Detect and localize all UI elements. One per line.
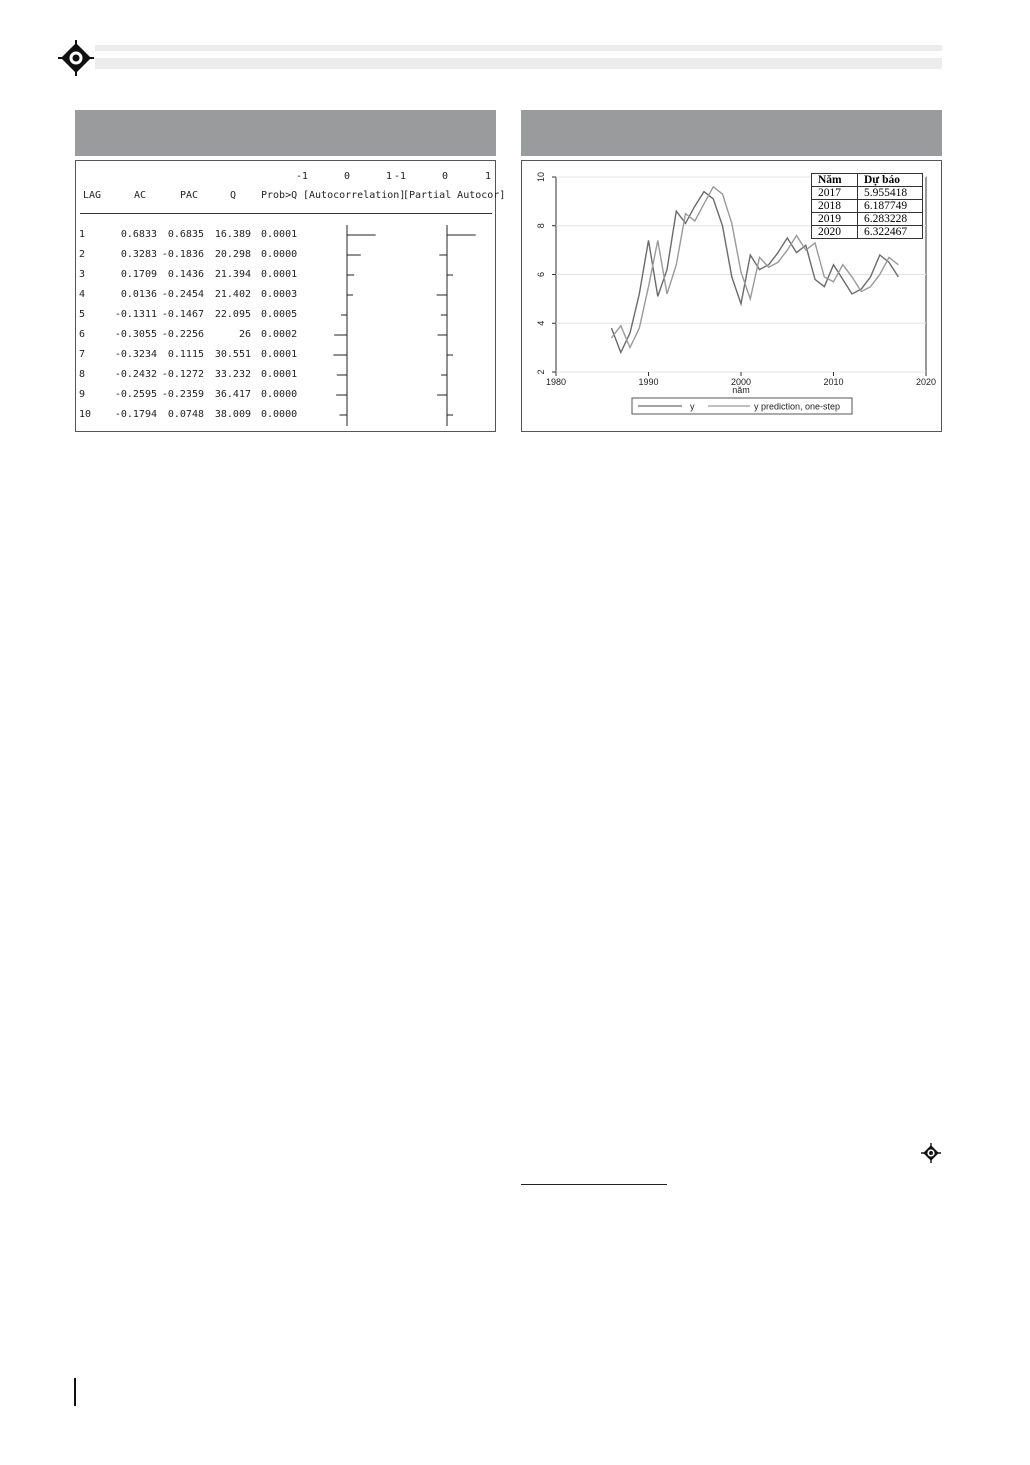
legend-label-prediction: y prediction, one-step xyxy=(754,401,841,412)
row-prob: 0.0000 xyxy=(261,409,298,420)
row-pac: 0.0748 xyxy=(167,409,204,420)
x-tick-label: 2020 xyxy=(915,377,937,387)
col-header-pac: PAC xyxy=(179,190,198,201)
row-ac: 0.1709 xyxy=(120,269,157,280)
chart-panel xyxy=(521,160,942,432)
row-lag: 10 xyxy=(79,409,92,420)
row-pac: -0.1467 xyxy=(161,309,204,320)
row-q: 21.394 xyxy=(214,269,251,280)
y-tick-label: 2 xyxy=(536,369,546,375)
row-q: 36.417 xyxy=(214,389,251,400)
acf-bar-plot xyxy=(76,161,495,431)
forecast-row xyxy=(812,226,923,239)
row-ac: -0.3234 xyxy=(114,349,157,360)
compass-logo-icon xyxy=(58,40,94,76)
col-header-q: Q xyxy=(229,190,236,201)
row-pac: 0.1115 xyxy=(167,349,204,360)
row-pac: -0.2256 xyxy=(161,329,204,340)
forecast-row xyxy=(812,200,923,213)
compass-small-icon xyxy=(921,1143,941,1163)
forecast-year: 2017 xyxy=(812,187,858,200)
row-q: 33.232 xyxy=(214,369,251,380)
acf-panel-header xyxy=(75,110,496,156)
col-header-prob: Prob>Q xyxy=(261,190,298,201)
x-tick-label: 2000 xyxy=(730,377,752,387)
row-prob: 0.0000 xyxy=(261,249,298,260)
forecast-row xyxy=(812,187,923,200)
row-ac: -0.1311 xyxy=(114,309,157,320)
acf-axis-ac-right: 1 xyxy=(386,171,393,182)
forecast-header-value: Dự báo xyxy=(858,174,923,187)
x-axis-label: năm xyxy=(732,385,750,395)
row-pac: -0.1272 xyxy=(161,369,204,380)
forecast-value: 6.187749 xyxy=(858,200,923,213)
row-ac: -0.1794 xyxy=(114,409,157,420)
y-tick-label: 4 xyxy=(536,320,546,326)
col-header-autocorrelation: [Autocorrelation] xyxy=(303,190,406,201)
forecast-year: 2019 xyxy=(812,213,858,226)
forecast-year: 2018 xyxy=(812,200,858,213)
acf-axis-pac-right: 1 xyxy=(485,171,492,182)
acf-panel xyxy=(75,160,506,432)
row-pac: -0.1836 xyxy=(161,249,204,260)
row-q: 22.095 xyxy=(214,309,251,320)
row-lag: 7 xyxy=(79,349,86,360)
forecast-row xyxy=(812,213,923,226)
row-ac: -0.2595 xyxy=(114,389,157,400)
forecast-value: 6.322467 xyxy=(858,226,923,239)
header-bar-top xyxy=(95,45,942,51)
forecast-header-year: Năm xyxy=(812,174,858,187)
margin-rule xyxy=(74,1378,76,1406)
row-ac: 0.3283 xyxy=(120,249,157,260)
row-prob: 0.0005 xyxy=(261,309,298,320)
row-prob: 0.0001 xyxy=(261,269,298,280)
row-lag: 9 xyxy=(79,389,86,400)
row-pac: -0.2454 xyxy=(161,289,204,300)
row-lag: 6 xyxy=(79,329,86,340)
row-ac: 0.0136 xyxy=(120,289,157,300)
row-q: 20.298 xyxy=(214,249,251,260)
row-pac: 0.6835 xyxy=(167,229,204,240)
row-q: 21.402 xyxy=(214,289,251,300)
acf-axis-ac-mid: 0 xyxy=(344,171,351,182)
row-prob: 0.0000 xyxy=(261,389,298,400)
forecast-year: 2020 xyxy=(812,226,858,239)
row-prob: 0.0001 xyxy=(261,349,298,360)
forecast-value: 6.283228 xyxy=(858,213,923,226)
footnote-rule xyxy=(521,1184,667,1185)
row-ac: 0.6833 xyxy=(120,229,157,240)
row-lag: 5 xyxy=(79,309,86,320)
acf-axis-pac-mid: 0 xyxy=(442,171,449,182)
x-tick-label: 1990 xyxy=(638,377,659,387)
x-tick-label: 2010 xyxy=(823,377,844,387)
row-pac: -0.2359 xyxy=(161,389,204,400)
row-prob: 0.0001 xyxy=(261,369,298,380)
acf-axis-pac-left: -1 xyxy=(394,171,407,182)
row-q: 26 xyxy=(238,329,251,340)
row-q: 16.389 xyxy=(214,229,251,240)
y-tick-label: 10 xyxy=(536,171,546,183)
row-lag: 8 xyxy=(79,369,86,380)
row-ac: -0.2432 xyxy=(114,369,157,380)
forecast-table-header xyxy=(812,174,923,187)
row-lag: 1 xyxy=(79,229,86,240)
row-prob: 0.0002 xyxy=(261,329,298,340)
row-lag: 4 xyxy=(79,289,86,300)
row-prob: 0.0001 xyxy=(261,229,298,240)
col-header-partial-autocor: [Partial Autocor] xyxy=(403,190,506,201)
row-pac: 0.1436 xyxy=(167,269,204,280)
row-ac: -0.3055 xyxy=(114,329,157,340)
row-prob: 0.0003 xyxy=(261,289,298,300)
y-tick-label: 6 xyxy=(536,271,546,278)
row-q: 30.551 xyxy=(214,349,251,360)
row-lag: 3 xyxy=(79,269,86,280)
row-q: 38.009 xyxy=(214,409,251,420)
y-tick-label: 8 xyxy=(536,223,546,229)
row-lag: 2 xyxy=(79,249,86,260)
col-header-lag: LAG xyxy=(83,190,102,201)
acf-axis-ac-left: -1 xyxy=(296,171,309,182)
col-header-ac: AC xyxy=(133,190,146,201)
forecast-table xyxy=(811,173,923,239)
forecast-value: 5.955418 xyxy=(858,187,923,200)
x-tick-label: 1980 xyxy=(545,377,567,387)
chart-panel-header xyxy=(521,110,942,156)
legend-label-y: y xyxy=(690,401,695,412)
header-bar-bottom xyxy=(95,58,942,69)
